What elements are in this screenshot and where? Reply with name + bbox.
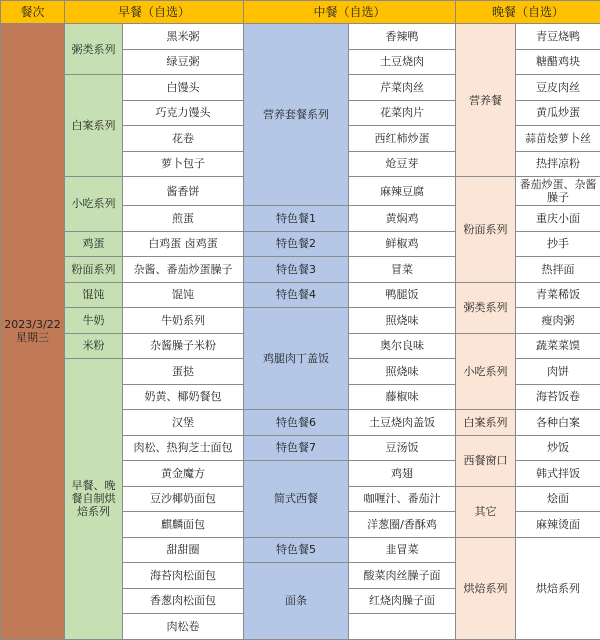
lunch-item: 奥尔良味 <box>349 333 456 359</box>
lunch-item: 咖喱汁、番茄汁 <box>349 486 456 512</box>
lunch-category: 特色餐6 <box>244 410 349 436</box>
breakfast-item: 奶黄、椰奶餐包 <box>123 384 244 410</box>
lunch-item: 照烧味 <box>349 359 456 385</box>
dinner-item: 炒饭 <box>516 435 600 461</box>
breakfast-category: 馄饨 <box>65 282 123 308</box>
breakfast-category: 米粉 <box>65 333 123 359</box>
header-dinner: 晚餐（自选） <box>456 1 600 24</box>
breakfast-item: 杂酱臊子米粉 <box>123 333 244 359</box>
header-lunch: 中餐（自选） <box>244 1 456 24</box>
lunch-item: 鸡翅 <box>349 461 456 487</box>
breakfast-item: 酱香饼 <box>123 177 244 206</box>
lunch-category: 面条 <box>244 563 349 640</box>
breakfast-item: 麒麟面包 <box>123 512 244 538</box>
breakfast-item: 巧克力馒头 <box>123 100 244 126</box>
breakfast-item: 香葱肉松面包 <box>123 588 244 614</box>
dinner-category: 烘焙系列 <box>456 537 516 639</box>
dinner-item: 糖醋鸡块 <box>516 49 600 75</box>
dinner-category: 西餐窗口 <box>456 435 516 486</box>
dinner-item: 烩面 <box>516 486 600 512</box>
breakfast-item: 蛋挞 <box>123 359 244 385</box>
lunch-category: 简式西餐 <box>244 461 349 538</box>
lunch-category: 特色餐3 <box>244 257 349 283</box>
breakfast-item: 海苔肉松面包 <box>123 563 244 589</box>
breakfast-item: 豆沙椰奶面包 <box>123 486 244 512</box>
breakfast-item: 甜甜圈 <box>123 537 244 563</box>
breakfast-item: 花卷 <box>123 126 244 152</box>
dinner-item: 热拌凉粉 <box>516 151 600 177</box>
dinner-item: 青豆烧鸭 <box>516 24 600 50</box>
dinner-item: 热拌面 <box>516 257 600 283</box>
lunch-item: 豆汤饭 <box>349 435 456 461</box>
lunch-item: 鸭腿饭 <box>349 282 456 308</box>
dinner-item: 瘦肉粥 <box>516 308 600 334</box>
lunch-item: 酸菜肉丝臊子面 <box>349 563 456 589</box>
lunch-item: 红烧肉臊子面 <box>349 588 456 614</box>
breakfast-item: 绿豆粥 <box>123 49 244 75</box>
breakfast-item: 肉松、热狗芝士面包 <box>123 435 244 461</box>
breakfast-item: 黄金魔方 <box>123 461 244 487</box>
lunch-item: 洋葱圈/香酥鸡 <box>349 512 456 538</box>
dinner-item: 黄瓜炒蛋 <box>516 100 600 126</box>
weekday-value: 星期三 <box>16 331 49 345</box>
breakfast-item: 汉堡 <box>123 410 244 436</box>
dinner-item: 韩式拌饭 <box>516 461 600 487</box>
breakfast-category: 牛奶 <box>65 308 123 334</box>
lunch-item: 藤椒味 <box>349 384 456 410</box>
lunch-item: 韭冒菜 <box>349 537 456 563</box>
dinner-item: 番茄炒蛋、杂酱臊子 <box>516 177 600 206</box>
breakfast-item: 馄饨 <box>123 282 244 308</box>
lunch-item: 芹菜肉丝 <box>349 75 456 101</box>
breakfast-item: 黑米粥 <box>123 24 244 50</box>
dinner-item: 青菜稀饭 <box>516 282 600 308</box>
lunch-item-empty <box>349 614 456 640</box>
dinner-category: 小吃系列 <box>456 333 516 410</box>
dinner-item: 重庆小面 <box>516 206 600 232</box>
dinner-item: 烘焙系列 <box>516 537 600 639</box>
dinner-category: 白案系列 <box>456 410 516 436</box>
breakfast-category: 粉面系列 <box>65 257 123 283</box>
dinner-category: 营养餐 <box>456 24 516 177</box>
lunch-category: 特色餐2 <box>244 231 349 257</box>
dinner-item: 抄手 <box>516 231 600 257</box>
dinner-category: 粉面系列 <box>456 177 516 283</box>
lunch-category: 鸡腿肉丁盖饭 <box>244 308 349 410</box>
header-breakfast: 早餐（自选） <box>65 1 244 24</box>
date-cell <box>1 24 65 640</box>
date-value: 2023/3/22 <box>4 318 61 332</box>
dinner-item: 海苔饭卷 <box>516 384 600 410</box>
lunch-item: 土豆烧肉 <box>349 49 456 75</box>
lunch-category: 特色餐5 <box>244 537 349 563</box>
lunch-item: 花菜肉片 <box>349 100 456 126</box>
dinner-item: 麻辣烫面 <box>516 512 600 538</box>
breakfast-item: 杂酱、番茄炒蛋臊子 <box>123 257 244 283</box>
dinner-item: 豆皮肉丝 <box>516 75 600 101</box>
lunch-item: 鲜椒鸡 <box>349 231 456 257</box>
dinner-category: 粥类系列 <box>456 282 516 333</box>
lunch-category: 特色餐7 <box>244 435 349 461</box>
lunch-item: 麻辣豆腐 <box>349 177 456 206</box>
dinner-item: 各种白案 <box>516 410 600 436</box>
breakfast-item: 白馒头 <box>123 75 244 101</box>
lunch-item: 照烧味 <box>349 308 456 334</box>
lunch-item: 土豆烧肉盖饭 <box>349 410 456 436</box>
lunch-category: 营养套餐系列 <box>244 24 349 206</box>
breakfast-category: 鸡蛋 <box>65 231 123 257</box>
lunch-item: 西红柿炒蛋 <box>349 126 456 152</box>
dinner-item: 肉饼 <box>516 359 600 385</box>
breakfast-category: 小吃系列 <box>65 177 123 232</box>
breakfast-item: 肉松卷 <box>123 614 244 640</box>
breakfast-item: 煎蛋 <box>123 206 244 232</box>
lunch-category: 特色餐1 <box>244 206 349 232</box>
dinner-item: 蒜苗烩萝卜丝 <box>516 126 600 152</box>
lunch-item: 香辣鸭 <box>349 24 456 50</box>
breakfast-category: 粥类系列 <box>65 24 123 75</box>
header-meal-time: 餐次 <box>1 1 65 24</box>
breakfast-item: 白鸡蛋 卤鸡蛋 <box>123 231 244 257</box>
lunch-item: 炝豆芽 <box>349 151 456 177</box>
breakfast-category: 早餐、晚餐自制烘焙系列 <box>65 359 123 640</box>
dinner-item: 蔬菜菜馍 <box>516 333 600 359</box>
lunch-item: 黄焖鸡 <box>349 206 456 232</box>
lunch-item: 冒菜 <box>349 257 456 283</box>
breakfast-category: 白案系列 <box>65 75 123 177</box>
lunch-category: 特色餐4 <box>244 282 349 308</box>
breakfast-item: 萝卜包子 <box>123 151 244 177</box>
dinner-category: 其它 <box>456 486 516 537</box>
breakfast-item: 牛奶系列 <box>123 308 244 334</box>
